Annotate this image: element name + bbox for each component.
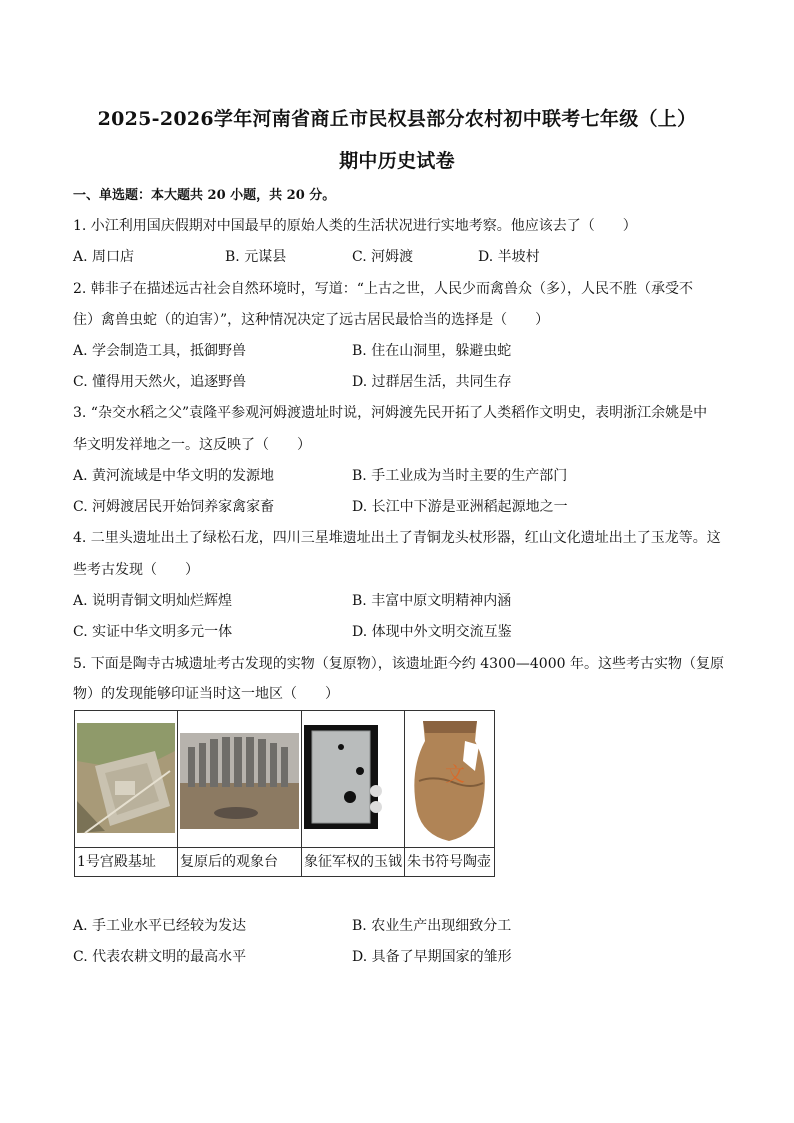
q5-option-d: D. 具备了早期国家的雏形	[352, 949, 512, 965]
question-4-stem-line2: 些考古发现（ ）	[73, 562, 199, 578]
q5-option-b: B. 农业生产出现细致分工	[352, 918, 512, 934]
q2-option-b: B. 住在山洞里，躲避虫蛇	[352, 343, 512, 359]
q2-option-a: A. 学会制造工具，抵御野兽	[73, 343, 247, 359]
question-4-stem-line1: 4. 二里头遗址出土了绿松石龙，四川三星堆遗址出土了青铜龙头杖形器，红山文化遗址出土了玉龙等。这	[73, 530, 721, 546]
question-2-stem-line2: 住）禽兽虫蛇（的迫害）”，这种情况决定了远古居民最恰当的选择是（ ）	[73, 312, 550, 328]
q3-option-c: C. 河姆渡居民开始饲养家禽家畜	[73, 499, 275, 515]
artifact-image-table	[74, 710, 495, 877]
jade-axe-photo	[302, 711, 404, 847]
q1-option-d: D. 半坡村	[478, 249, 540, 265]
q4-option-c: C. 实证中华文明多元一体	[73, 624, 233, 640]
palace-foundation-photo	[75, 711, 177, 847]
q4-option-d: D. 体现中外文明交流互鉴	[352, 624, 512, 640]
caption-jade-axe: 象征军权的玉钺	[302, 847, 404, 876]
q1-option-c: C. 河姆渡	[352, 249, 414, 265]
q2-option-d: D. 过群居生活，共同生存	[352, 374, 512, 390]
q5-option-a: A. 手工业水平已经较为发达	[73, 918, 247, 934]
q5-option-c: C. 代表农耕文明的最高水平	[73, 949, 247, 965]
caption-pottery-jar: 朱书符号陶壶	[405, 847, 494, 876]
q4-option-b: B. 丰富中原文明精神内涵	[352, 593, 512, 609]
caption-palace-foundation: 1号宫殿基址	[75, 847, 177, 876]
observatory-photo	[178, 711, 301, 847]
question-3-stem-line2: 华文明发祥地之一。这反映了（ ）	[73, 437, 311, 453]
q2-option-c: C. 懂得用天然火，追逐野兽	[73, 374, 247, 390]
q3-option-d: D. 长江中下游是亚洲稻起源地之一	[352, 499, 568, 515]
svg-text:文: 文	[445, 762, 465, 786]
exam-title-line1: 2025-2026学年河南省商丘市民权县部分农村初中联考七年级（上）	[97, 108, 697, 130]
question-1-stem: 1. 小江利用国庆假期对中国最早的原始人类的生活状况进行实地考察。他应该去了（ ）	[73, 218, 637, 234]
pottery-jar-photo	[405, 711, 494, 847]
question-5-stem-line2: 物）的发现能够印证当时这一地区（ ）	[73, 686, 339, 702]
section-heading: 一、单选题：本大题共 20 小题，共 20 分。	[73, 188, 336, 203]
caption-observatory: 复原后的观象台	[178, 847, 301, 876]
q3-option-a: A. 黄河流域是中华文明的发源地	[73, 468, 275, 484]
q1-option-a: A. 周口店	[73, 249, 135, 265]
question-3-stem-line1: 3. “杂交水稻之父”袁隆平参观河姆渡遗址时说，河姆渡先民开拓了人类稻作文明史，表明浙江余姚是中	[73, 405, 708, 421]
question-2-stem-line1: 2. 韩非子在描述远古社会自然环境时，写道：“上古之世，人民少而禽兽众（多），人民不胜（承受不	[73, 281, 693, 297]
q3-option-b: B. 手工业成为当时主要的生产部门	[352, 468, 568, 484]
q1-option-b: B. 元谋县	[225, 249, 287, 265]
question-5-stem-line1: 5. 下面是陶寺古城遗址考古发现的实物（复原物），该遗址距今约 4300—4000 年。这些考古实物（复原	[73, 656, 724, 672]
q4-option-a: A. 说明青铜文明灿烂辉煌	[73, 593, 233, 609]
exam-title-line2: 期中历史试卷	[339, 150, 455, 172]
